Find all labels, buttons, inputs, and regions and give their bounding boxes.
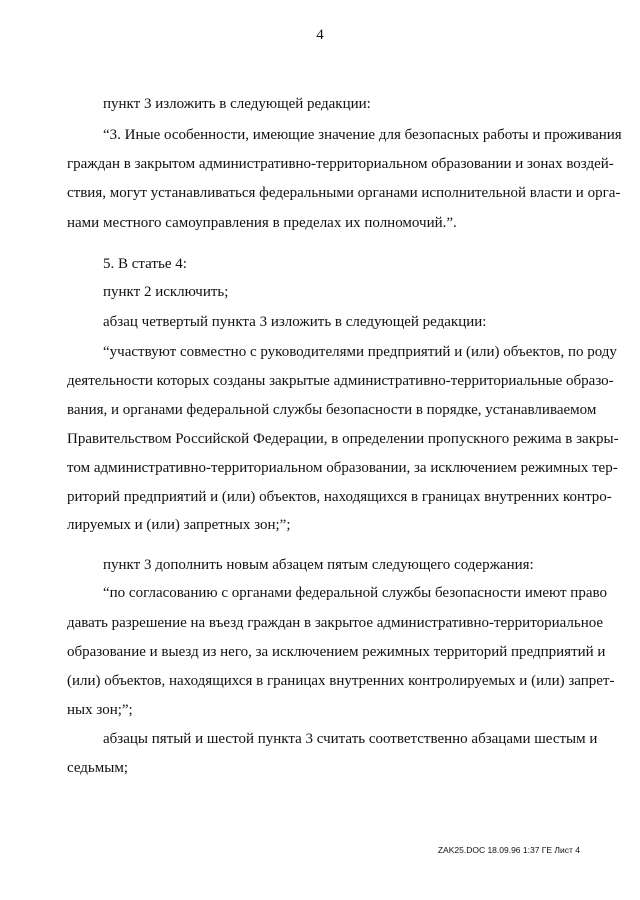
text-line: седьмым;	[67, 760, 129, 776]
text-line: граждан в закрытом административно-территориальном образовании и зонах воздей-	[67, 156, 614, 172]
page-number: 4	[316, 27, 324, 43]
text-line: “по согласованию с органами федеральной службы безопасности имеют право	[103, 585, 607, 601]
text-line: деятельности которых созданы закрытые административно-территориальные образо-	[67, 373, 614, 389]
text-line: образование и выезд из него, за исключением режимных территорий предприятий и	[67, 644, 606, 660]
text-line: пункт 3 изложить в следующей редакции:	[103, 96, 371, 112]
text-line: том административно-территориальном образовании, за исключением режимных тер-	[67, 460, 618, 476]
text-line: абзацы пятый и шестой пункта 3 считать соответственно абзацами шестым и	[103, 731, 598, 747]
text-line: лируемых и (или) запретных зон;”;	[67, 517, 291, 533]
text-line: пункт 3 дополнить новым абзацем пятым следующего содержания:	[103, 557, 534, 573]
text-line: “участвуют совместно с руководителями предприятий и (или) объектов, по роду	[103, 344, 617, 360]
document-footer: ZAK25.DOC 18.09.96 1:37 ГЕ Лист 4	[437, 845, 580, 855]
text-line: “3. Иные особенности, имеющие значение для безопасных работы и проживания	[103, 127, 622, 143]
text-line: риторий предприятий и (или) объектов, находящихся в границах внутренних контро-	[67, 489, 612, 505]
text-line: пункт 2 исключить;	[103, 284, 229, 300]
text-line: (или) объектов, находящихся в границах внутренних контролируемых и (или) запрет-	[67, 673, 615, 689]
text-line: нами местного самоуправления в пределах их полномочий.”.	[67, 215, 457, 231]
text-line: ствия, могут устанавливаться федеральными органами исполнительной власти и орга-	[67, 185, 621, 201]
text-line: давать разрешение на въезд граждан в закрытое административно-территориальное	[67, 615, 604, 631]
text-line: вания, и органами федеральной службы безопасности в порядке, устанавливаемом	[67, 402, 597, 418]
text-line: абзац четвертый пункта 3 изложить в следующей редакции:	[103, 314, 487, 330]
text-line: 5. В статье 4:	[103, 256, 187, 272]
text-line: ных зон;”;	[67, 702, 133, 718]
text-line: Правительством Российской Федерации, в определении пропускного режима в закры-	[67, 431, 619, 447]
